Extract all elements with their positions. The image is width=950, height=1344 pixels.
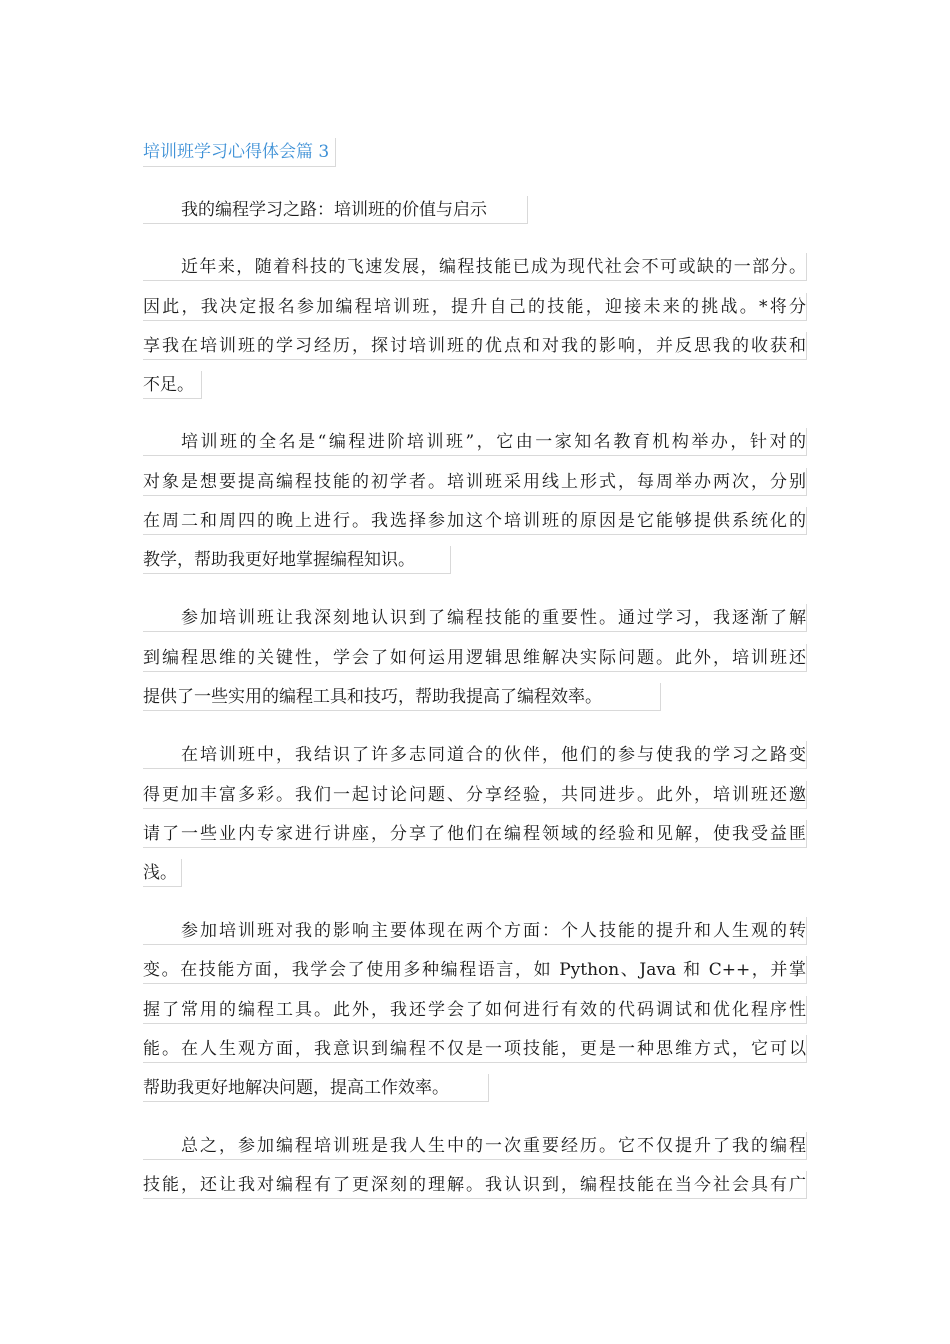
- paragraph-4-line-2: 得更加丰富多彩。我们一起讨论问题、分享经验，共同进步。此外，培训班还邀: [143, 781, 807, 809]
- paragraph-3-line-2: 到编程思维的关键性，学会了如何运用逻辑思维解决实际问题。此外，培训班还: [143, 644, 807, 672]
- paragraph-6-line-2: 技能，还让我对编程有了更深刻的理解。我认识到，编程技能在当今社会具有广: [143, 1171, 807, 1199]
- paragraph-5-line-4: 能。在人生观方面，我意识到编程不仅是一项技能，更是一种思维方式，它可以: [143, 1035, 807, 1063]
- paragraph-2-line-4: 教学，帮助我更好地掌握编程知识。: [143, 546, 451, 574]
- paragraph-4-line-3: 请了一些业内专家进行讲座，分享了他们在编程领域的经验和见解，使我受益匪: [143, 820, 807, 848]
- paragraph-3-line-1: 参加培训班让我深刻地认识到了编程技能的重要性。通过学习，我逐渐了解: [143, 604, 807, 632]
- paragraph-5-line-2: 变。在技能方面，我学会了使用多种编程语言，如 Python、Java 和 C++，并掌: [143, 956, 807, 984]
- paragraph-2-line-2: 对象是想要提高编程技能的初学者。培训班采用线上形式，每周举办两次，分别: [143, 468, 807, 496]
- paragraph-1-line-2: 因此，我决定报名参加编程培训班，提升自己的技能，迎接未来的挑战。*将分: [143, 293, 807, 321]
- paragraph-4-line-4: 浅。: [143, 859, 182, 887]
- paragraph-1-line-4: 不足。: [143, 371, 202, 399]
- paragraph-2-line-1: 培训班的全名是“编程进阶培训班”，它由一家知名教育机构举办，针对的: [143, 428, 807, 456]
- paragraph-3-line-3: 提供了一些实用的编程工具和技巧，帮助我提高了编程效率。: [143, 683, 661, 711]
- paragraph-5-line-3: 握了常用的编程工具。此外，我还学会了如何进行有效的代码调试和优化程序性: [143, 996, 807, 1024]
- paragraph-1-line-1: 近年来，随着科技的飞速发展，编程技能已成为现代社会不可或缺的一部分。: [143, 253, 807, 281]
- paragraph-5-line-5: 帮助我更好地解决问题，提高工作效率。: [143, 1074, 489, 1102]
- paragraph-4-line-1: 在培训班中，我结识了许多志同道合的伙伴，他们的参与使我的学习之路变: [143, 741, 807, 769]
- paragraph-5-line-1: 参加培训班对我的影响主要体现在两个方面：个人技能的提升和人生观的转: [143, 917, 807, 945]
- paragraph-1-line-3: 享我在培训班的学习经历，探讨培训班的优点和对我的影响，并反思我的收获和: [143, 332, 807, 360]
- document-subtitle: 我的编程学习之路：培训班的价值与启示: [143, 196, 528, 224]
- document-title: 培训班学习心得体会篇 3: [143, 138, 336, 167]
- paragraph-6-line-1: 总之，参加编程培训班是我人生中的一次重要经历。它不仅提升了我的编程: [143, 1132, 807, 1160]
- paragraph-2-line-3: 在周二和周四的晚上进行。我选择参加这个培训班的原因是它能够提供系统化的: [143, 507, 807, 535]
